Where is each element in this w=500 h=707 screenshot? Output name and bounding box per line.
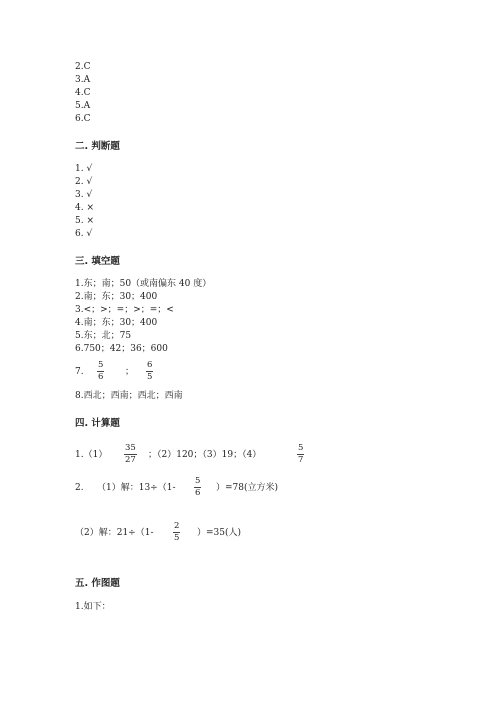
section-heading: 二. 判断题 xyxy=(75,141,120,152)
judge-answer: 1. √ xyxy=(75,164,93,174)
judge-answer: 4. × xyxy=(75,203,94,213)
fill-answer: 8.西北；西南；西北；西南 xyxy=(75,391,183,401)
calc-answer-text: （2）解：21÷（1- xyxy=(75,528,154,538)
fraction xyxy=(173,521,180,544)
fraction xyxy=(146,360,153,383)
fraction-denominator: 7 xyxy=(298,455,304,465)
calc-answer-label: 2. xyxy=(75,483,84,493)
fill-answer: 2.南；东；30；400 xyxy=(75,292,158,302)
judge-answer: 6. √ xyxy=(75,229,93,239)
fill-answer: 6.750；42；36；600 xyxy=(75,344,168,354)
choice-answer: 5.A xyxy=(75,101,91,111)
calc-answer-text: 1.（1） xyxy=(75,450,108,460)
fraction-denominator: 6 xyxy=(98,372,104,382)
section-heading: 三. 填空题 xyxy=(75,256,120,267)
fraction-numerator: 5 xyxy=(298,443,304,453)
fraction-denominator: 5 xyxy=(174,533,180,543)
fraction xyxy=(297,443,304,466)
fill-answer-label: 7. xyxy=(75,367,84,377)
draw-answer: 1.如下： xyxy=(75,602,111,612)
fraction-numerator: 5 xyxy=(98,360,104,370)
fraction-numerator: 6 xyxy=(147,360,153,370)
fill-answer: 4.南；东；30；400 xyxy=(75,318,158,328)
separator: ； xyxy=(125,367,135,377)
choice-answer: 4.C xyxy=(75,88,91,98)
fraction-numerator: 2 xyxy=(174,521,180,531)
fraction xyxy=(194,476,201,499)
section-heading: 四. 计算题 xyxy=(75,418,120,429)
choice-answer: 3.A xyxy=(75,75,91,85)
calc-answer-text: （1）解：13÷（1- xyxy=(97,483,176,493)
calc-answer-text: ）=78(立方米) xyxy=(216,483,279,493)
calc-answer-text: ）=35(人) xyxy=(197,528,242,538)
section-heading: 五. 作图题 xyxy=(75,578,120,589)
fraction-denominator: 27 xyxy=(125,455,136,465)
fill-answer: 3.<；>；=；>；=；< xyxy=(75,305,174,315)
fraction xyxy=(124,443,137,466)
choice-answer: 2.C xyxy=(75,62,91,72)
judge-answer: 3. √ xyxy=(75,190,93,200)
fraction-numerator: 5 xyxy=(195,476,201,486)
choice-answer: 6.C xyxy=(75,114,91,124)
fill-answer: 5.东；北；75 xyxy=(75,331,132,341)
judge-answer: 2. √ xyxy=(75,177,93,187)
fraction-denominator: 6 xyxy=(195,488,201,498)
fraction-denominator: 5 xyxy=(147,372,153,382)
fraction xyxy=(97,360,104,383)
fraction-numerator: 35 xyxy=(125,443,136,453)
judge-answer: 5. × xyxy=(75,216,94,226)
calc-answer-text: ；（2）120；（3）19；（4） xyxy=(148,450,262,460)
fill-answer: 1.东；南；50（或南偏东 40 度） xyxy=(75,279,212,289)
